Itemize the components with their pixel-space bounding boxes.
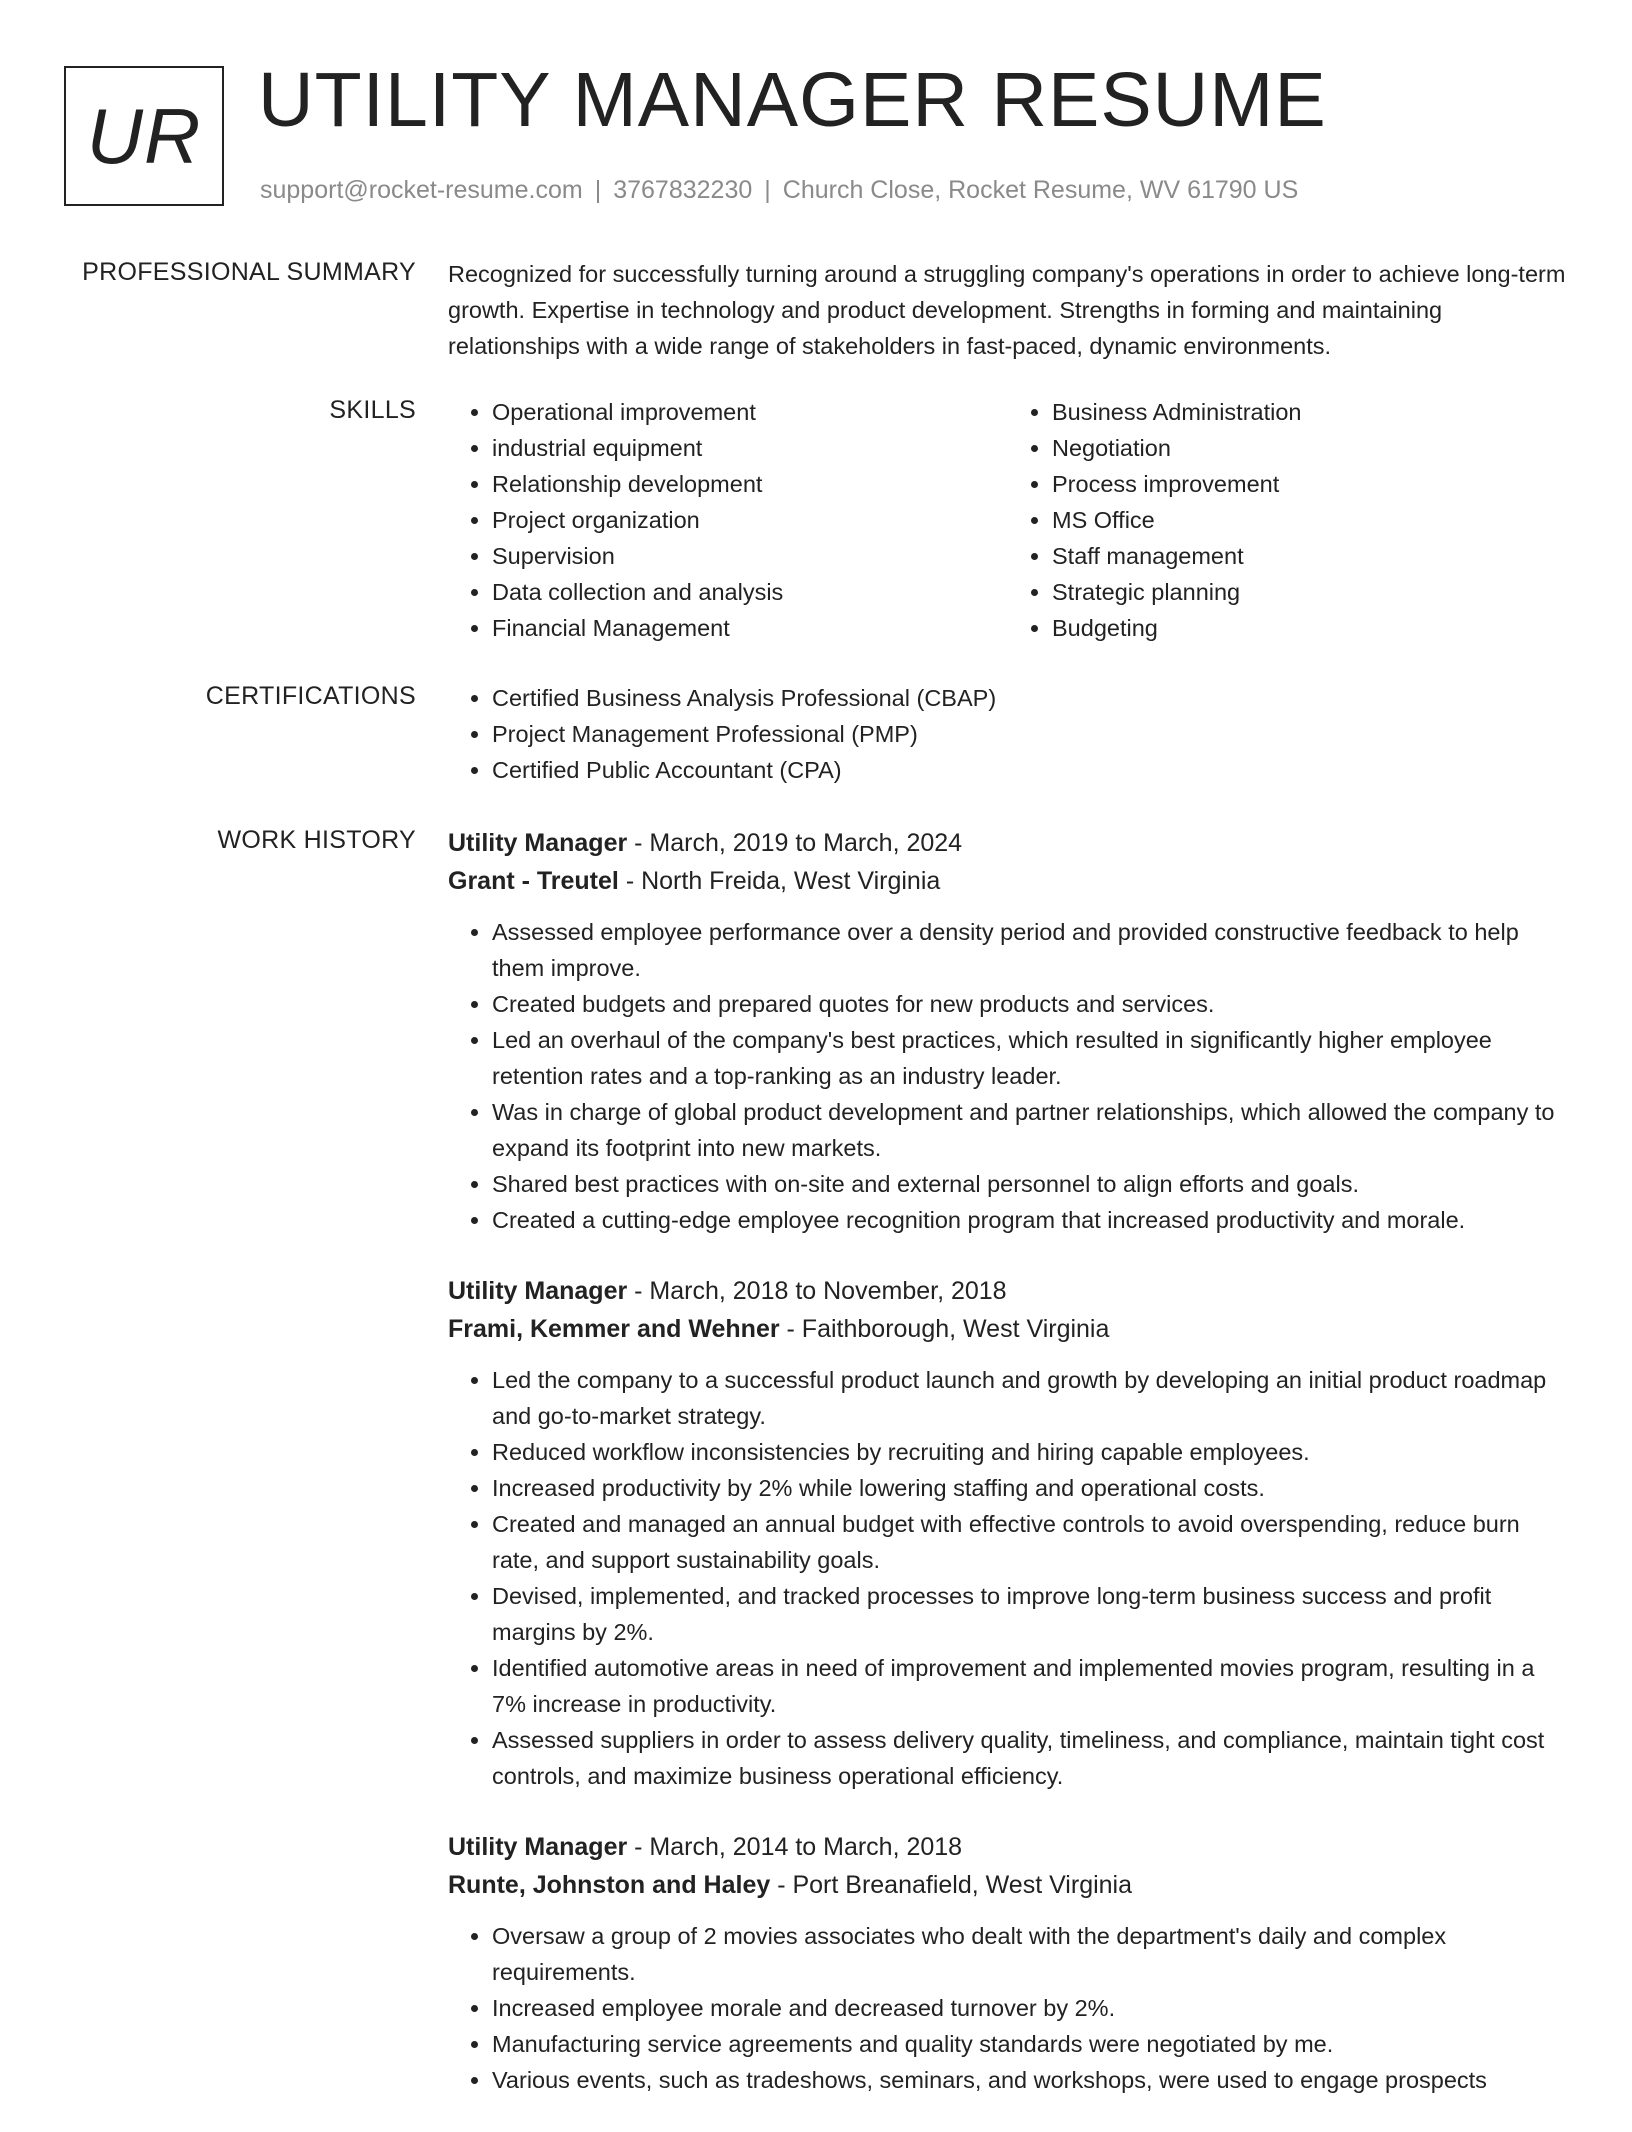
job-bullet: • Oversaw a group of 2 movies associates who dealt with the department's daily and complex requirements. — [492, 1918, 1568, 1990]
contact-separator: | — [764, 176, 771, 204]
skill-item: • Financial Management — [492, 610, 1008, 646]
skill-item: • MS Office — [1052, 502, 1568, 538]
job-bullet: • Increased productivity by 2% while lowering staffing and operational costs. — [492, 1470, 1568, 1506]
job-title: Utility Manager — [448, 829, 628, 857]
page-title: UTILITY MANAGER RESUME — [258, 57, 1327, 143]
skill-item: • Operational improvement — [492, 394, 1008, 430]
section-label: CERTIFICATIONS — [205, 682, 416, 710]
job-company-line — [448, 1866, 1568, 1904]
skills-columns — [448, 394, 1568, 646]
certification-item: • Certified Public Accountant (CPA) — [492, 752, 1568, 788]
job-company-line — [448, 1310, 1568, 1348]
skill-item: • Process improvement — [1052, 466, 1568, 502]
summary-text: Recognized for successfully turning around a struggling company's operations in order to achieve long-term growth. Expertise in technology and product development. Strengths in forming and maintaining relationships with a wide range of stakeholders in fast-paced, dynamic environments. — [448, 261, 1566, 359]
skill-item: • Budgeting — [1052, 610, 1568, 646]
job-bullets — [448, 1362, 1568, 1794]
job-bullet: • Created and managed an annual budget with effective controls to avoid overspending, reduce burn rate, and support sustainability goals. — [492, 1506, 1568, 1578]
skills-list-left — [448, 394, 1008, 646]
section-label: PROFESSIONAL SUMMARY — [82, 258, 416, 286]
skill-item: • industrial equipment — [492, 430, 1008, 466]
job-dates: - March, 2014 to March, 2018 — [627, 1833, 963, 1861]
work-history-body — [448, 824, 1568, 2132]
job-bullet: • Was in charge of global product development and partner relationships, which allowed the company to expand its footprint into new markets. — [492, 1094, 1568, 1166]
job-bullet: • Created a cutting-edge employee recognition program that increased productivity and morale. — [492, 1202, 1568, 1238]
skill-item: • Project organization — [492, 502, 1008, 538]
contact-email[interactable]: support@rocket-resume.com — [260, 176, 583, 204]
monogram-logo: UR — [64, 66, 224, 206]
job-entry — [448, 1828, 1568, 2098]
job-dates: - March, 2019 to March, 2024 — [627, 829, 963, 857]
job-bullet: • Created budgets and prepared quotes for new products and services. — [492, 986, 1568, 1022]
job-entry — [448, 1272, 1568, 1794]
skill-item: • Business Administration — [1052, 394, 1568, 430]
skill-item: • Negotiation — [1052, 430, 1568, 466]
job-company: Frami, Kemmer and Wehner — [448, 1315, 780, 1343]
job-bullet: • Various events, such as tradeshows, seminars, and workshops, were used to engage prospects — [492, 2062, 1568, 2098]
job-title: Utility Manager — [448, 1833, 628, 1861]
job-bullet: • Assessed suppliers in order to assess delivery quality, timeliness, and compliance, maintain tight cost controls, and maximize business operational efficiency. — [492, 1722, 1568, 1794]
job-bullet: • Devised, implemented, and tracked processes to improve long-term business success and profit margins by 2%. — [492, 1578, 1568, 1650]
job-company: Grant - Treutel — [448, 867, 619, 895]
job-location: - Port Breanafield, West Virginia — [770, 1871, 1133, 1899]
job-bullet: • Identified automotive areas in need of improvement and implemented movies program, resulting in a 7% increase in productivity. — [492, 1650, 1568, 1722]
job-company: Runte, Johnston and Haley — [448, 1871, 771, 1899]
job-title-line — [448, 1272, 1568, 1310]
certification-item: • Project Management Professional (PMP) — [492, 716, 1568, 752]
contact-phone[interactable]: 3767832230 — [613, 176, 753, 204]
job-bullets — [448, 914, 1568, 1238]
job-company-line — [448, 862, 1568, 900]
job-bullet: • Assessed employee performance over a density period and provided constructive feedback to help them improve. — [492, 914, 1568, 986]
skill-item: • Staff management — [1052, 538, 1568, 574]
job-bullet: • Shared best practices with on-site and external personnel to align efforts and goals. — [492, 1166, 1568, 1202]
job-bullet: • Increased employee morale and decreased turnover by 2%. — [492, 1990, 1568, 2026]
certifications-list — [448, 680, 1568, 788]
skills-list-right — [1008, 394, 1568, 646]
section-label: WORK HISTORY — [217, 826, 416, 854]
job-location: - North Freida, West Virginia — [618, 867, 941, 895]
job-location: - Faithborough, West Virginia — [779, 1315, 1110, 1343]
job-entry — [448, 824, 1568, 1238]
certifications-body — [448, 680, 1568, 788]
job-bullet: • Led the company to a successful product launch and growth by developing an initial product roadmap and go-to-market strategy. — [492, 1362, 1568, 1434]
skill-item: • Data collection and analysis — [492, 574, 1008, 610]
job-bullet: • Led an overhaul of the company's best practices, which resulted in significantly higher employee retention rates and a top-ranking as an industry leader. — [492, 1022, 1568, 1094]
job-bullet: • Reduced workflow inconsistencies by recruiting and hiring capable employees. — [492, 1434, 1568, 1470]
job-bullet: • Manufacturing service agreements and quality standards were negotiated by me. — [492, 2026, 1568, 2062]
job-title-line — [448, 824, 1568, 862]
contact-address: Church Close, Rocket Resume, WV 61790 US — [782, 176, 1299, 204]
job-title: Utility Manager — [448, 1277, 628, 1305]
certification-item: • Certified Business Analysis Professional (CBAP) — [492, 680, 1568, 716]
skill-item: • Strategic planning — [1052, 574, 1568, 610]
contact-separator: | — [594, 176, 602, 204]
skill-item: • Supervision — [492, 538, 1008, 574]
section-label: SKILLS — [329, 396, 416, 424]
job-dates: - March, 2018 to November, 2018 — [627, 1277, 1007, 1305]
contact-line — [260, 176, 1298, 205]
job-bullets — [448, 1918, 1568, 2098]
skill-item: • Relationship development — [492, 466, 1008, 502]
job-title-line — [448, 1828, 1568, 1866]
